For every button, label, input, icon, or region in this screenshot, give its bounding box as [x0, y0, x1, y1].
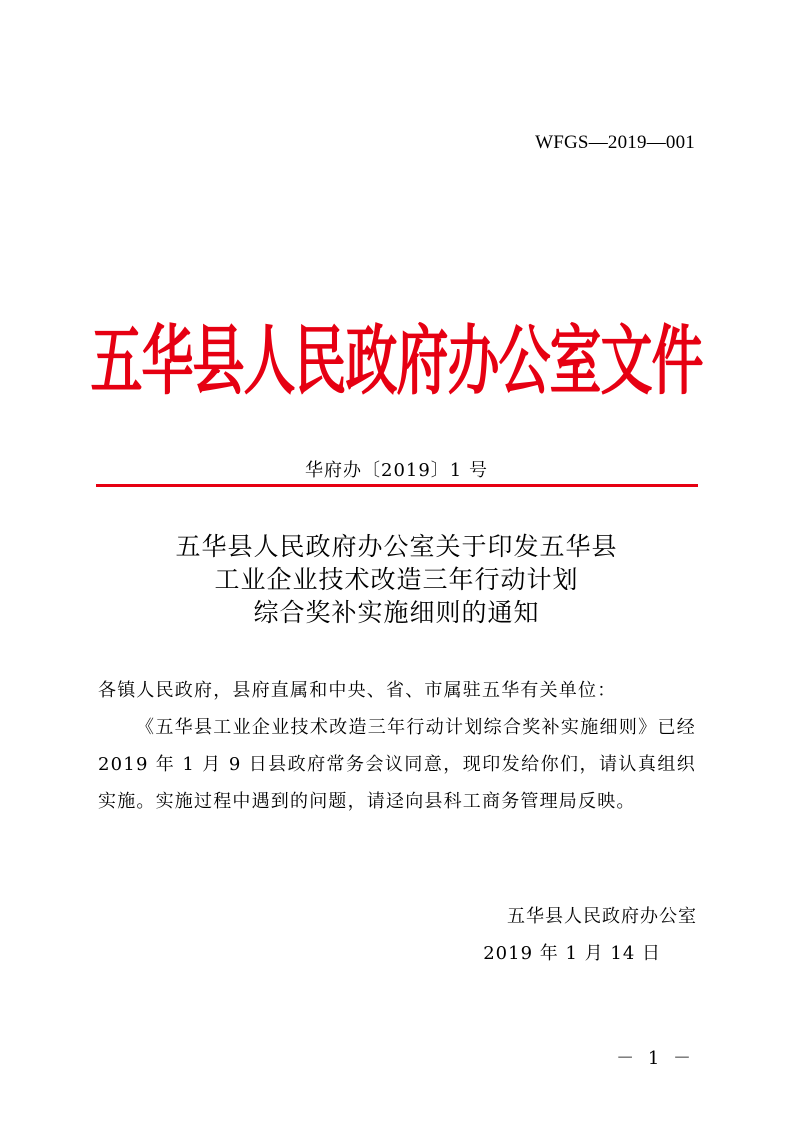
document-number: 华府办〔2019〕1 号 — [305, 460, 488, 481]
signature-date: 2019 年 1 月 14 日 — [483, 943, 661, 964]
document-title — [0, 530, 793, 629]
body-paragraph: 《五华县工业企业技术改造三年行动计划综合奖补实施细则》已经 2019 年 1 月 9 日县政府常务会议同意，现印发给你们，请认真组织实施。实施过程中遇到的问题，请迳向县科工商务管理局反映。 — [98, 717, 696, 812]
signature-org: 五华县人民政府办公室 — [507, 906, 697, 927]
title-line-2: 工业企业技术改造三年行动计划 — [214, 565, 579, 594]
signature-block — [483, 898, 697, 972]
red-divider-line — [96, 484, 698, 487]
title-line-1: 五华县人民政府办公室关于印发五华县 — [175, 532, 618, 561]
document-body — [98, 672, 696, 820]
title-line-3: 综合奖补实施细则的通知 — [253, 598, 540, 627]
page-number: － 1 － — [616, 1048, 695, 1069]
document-header: 五华县人民政府办公室文件 — [90, 317, 703, 406]
document-code: WFGS—2019—001 — [535, 132, 695, 153]
salutation: 各镇人民政府，县府直属和中央、省、市属驻五华有关单位： — [98, 680, 617, 701]
